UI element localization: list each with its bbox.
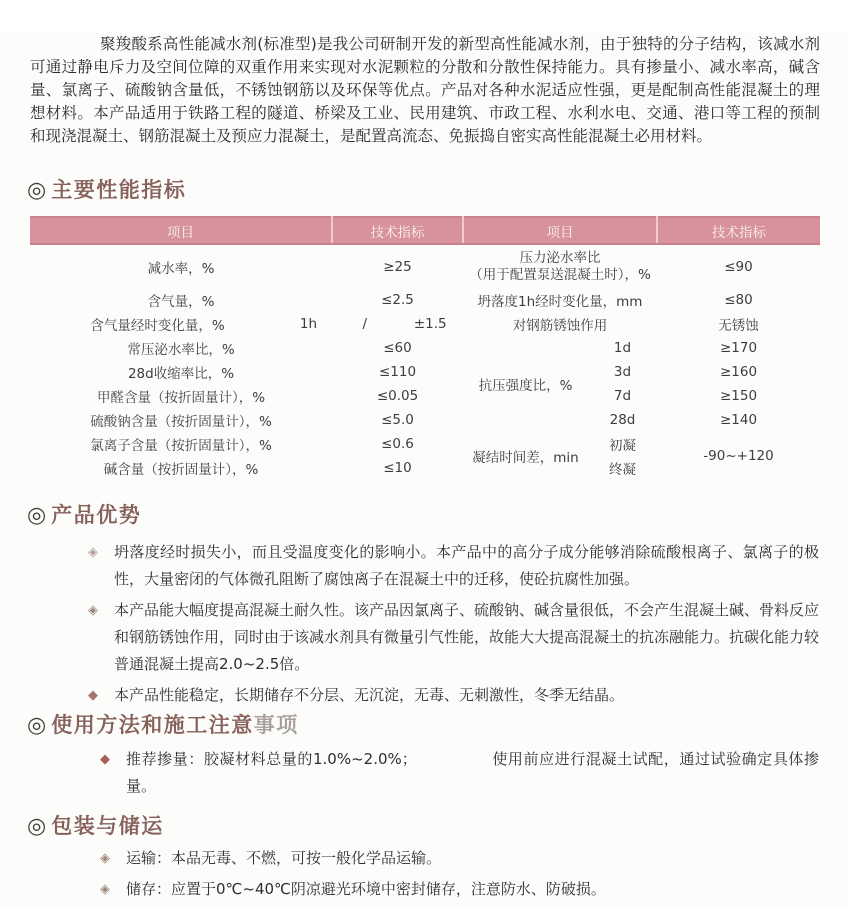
diamond-bullet-icon: ◆ <box>88 688 98 703</box>
air-change-item: 含气量经时变化量，% <box>90 318 225 334</box>
table-row <box>30 288 820 312</box>
list-item <box>100 746 819 800</box>
section-title-faded: 事项 <box>253 713 299 737</box>
section-heading-usage <box>27 711 847 740</box>
water-reduction-item: 减水率，% <box>147 260 215 277</box>
formaldehyde-item: 甲醛含量（按折固量计），% <box>96 390 266 406</box>
list-item <box>100 845 819 872</box>
diamond-bullet-icon: ◈ <box>88 603 98 618</box>
intro-paragraph: 聚羧酸系高性能减水剂(标准型)是我公司研制开发的新型高性能减水剂，由于独特的分子结构，该减水剂可通过静电斥力及空间位障的双重作用来实现对水泥颗粒的分散和分散性保持能力。具有掺量小、减水率高，碱含量、氯离子、硫酸钠含量低，不锈蚀钢筋以及环保等优点。产品对各种水泥适应性强，更是配制高性能混凝土的理想材料。本产品适用于铁路工程的隧道、桥梁及工业、民用建筑、市政工程、水利水电、交通、港口等工程的预制和现浇混凝土、钢筋混凝土及预应力混凝土，是配置高流态、免振捣自密实高性能混凝土必用材料。 <box>30 35 820 145</box>
diamond-bullet-icon: ◈ <box>88 545 98 560</box>
diamond-bullet-icon: ◈ <box>100 882 110 897</box>
alkali-item: 碱含量（按折固量计），% <box>103 462 259 478</box>
table-row <box>30 312 820 336</box>
slump-change-value: ≤80 <box>724 292 753 308</box>
section-title: 包装与储运 <box>51 814 164 838</box>
table-row <box>30 360 820 384</box>
chloride-item: 氯离子含量（按折固量计），% <box>90 438 272 454</box>
trial-mix-note: 使用前应进行混凝土试配，通过试验确定具体掺量。 <box>126 750 819 795</box>
pressure-bleeding-line2: （用于配置泵送混凝土时），% <box>469 266 651 283</box>
performance-table <box>30 216 820 480</box>
air-change-value: ±1.5 <box>413 316 447 332</box>
compressive-age-3d: 3d <box>613 364 632 380</box>
table-row <box>30 384 820 408</box>
slump-change-item: 坍落度1h经时变化量，mm <box>477 294 643 310</box>
section-heading-performance <box>27 176 847 205</box>
air-change-value-cell <box>332 312 463 336</box>
double-circle-icon: ◎ <box>27 178 47 203</box>
bleeding-ratio-item: 常压泌水率比，% <box>127 342 235 358</box>
table-row <box>30 408 820 432</box>
section-title: 主要性能指标 <box>51 178 187 202</box>
packaging-list <box>100 845 819 903</box>
setting-time-group: 凝结时间差，min <box>472 450 579 466</box>
dosage-text <box>126 746 819 800</box>
air-change-slash: / <box>362 316 368 332</box>
pressure-bleeding-value: ≤90 <box>724 258 753 275</box>
advantages-list <box>88 539 819 709</box>
pressure-bleeding-item <box>463 244 657 288</box>
double-circle-icon: ◎ <box>27 814 47 839</box>
advantage-text: 本产品性能稳定，长期储存不分层、无沉淀，无毒、无刺激性，冬季无结晶。 <box>114 686 625 704</box>
compressive-value-1d: ≥170 <box>719 340 758 356</box>
section-title: 产品优势 <box>51 503 142 527</box>
usage-list <box>100 746 819 800</box>
compressive-value-28d: ≥140 <box>719 412 758 428</box>
sodium-sulfate-item: 硫酸钠含量（按折固量计），% <box>90 414 272 430</box>
header-item-right: 项目 <box>463 217 657 244</box>
list-item <box>88 597 819 678</box>
rebar-corrosion-value: 无锈蚀 <box>718 318 759 334</box>
table-row <box>30 244 820 288</box>
bleeding-ratio-value: ≤60 <box>383 340 412 356</box>
setting-initial-label: 初凝 <box>609 438 636 454</box>
water-reduction-value: ≥25 <box>383 258 412 275</box>
formaldehyde-value: ≤0.05 <box>376 388 419 404</box>
list-item <box>88 539 819 593</box>
compressive-value-7d: ≥150 <box>719 388 758 404</box>
air-content-value: ≤2.5 <box>381 292 414 308</box>
shrinkage-ratio-value: ≤110 <box>378 364 417 380</box>
sodium-sulfate-value: ≤5.0 <box>381 412 414 428</box>
alkali-value: ≤10 <box>383 460 412 476</box>
table-row <box>30 336 820 360</box>
header-spec-left: 技术指标 <box>332 217 463 244</box>
section-heading-advantages <box>27 501 847 530</box>
compressive-strength-group: 抗压强度比，% <box>478 378 573 394</box>
shrinkage-ratio-item: 28d收缩率比，% <box>127 366 235 382</box>
list-item <box>88 682 819 709</box>
list-item <box>100 876 819 903</box>
storage-text: 储存：应置于0℃~40℃阴凉避光环境中密封储存，注意防水、防破损。 <box>126 880 606 898</box>
compressive-value-3d: ≥160 <box>719 364 758 380</box>
document-page <box>0 33 847 908</box>
air-content-item: 含气量，% <box>147 294 215 310</box>
section-heading-packaging <box>27 812 847 841</box>
setting-final-label: 终凝 <box>609 462 636 478</box>
advantage-text: 坍落度经时损失小，而且受温度变化的影响小。本产品中的高分子成分能够消除硫酸根离子、氯离子的极性，大量密闭的气体微孔阻断了腐蚀离子在混凝土中的迁移，使砼抗腐性加强。 <box>114 543 819 588</box>
pressure-bleeding-line1: 压力泌水率比 <box>519 249 601 266</box>
air-change-sublabel: 1h <box>299 316 318 332</box>
double-circle-icon: ◎ <box>27 503 47 528</box>
header-spec-right: 技术指标 <box>657 217 820 244</box>
diamond-bullet-icon: ◆ <box>100 752 110 767</box>
compressive-age-1d: 1d <box>613 340 632 356</box>
section-title: 使用方法和施工注意 <box>51 713 254 737</box>
header-item-left: 项目 <box>30 217 332 244</box>
transport-text: 运输：本品无毒、不燃，可按一般化学品运输。 <box>126 849 442 867</box>
diamond-bullet-icon: ◈ <box>100 851 110 866</box>
setting-time-value: -90~+120 <box>703 448 774 464</box>
compressive-age-7d: 7d <box>613 388 632 404</box>
dosage-recommendation: 推荐掺量：胶凝材料总量的1.0%~2.0%； <box>126 750 417 768</box>
advantage-text: 本产品能大幅度提高混凝土耐久性。该产品因氯离子、硫酸钠、碱含量很低，不会产生混凝土碱、骨料反应和钢筋锈蚀作用，同时由于该减水剂具有微量引气性能，故能大大提高混凝土的抗冻融能力。抗碳化能力较普通混凝土提高2.0~2.5倍。 <box>114 601 820 673</box>
double-circle-icon: ◎ <box>27 713 47 738</box>
chloride-value: ≤0.6 <box>381 436 414 452</box>
rebar-corrosion-item: 对钢筋锈蚀作用 <box>512 318 608 334</box>
table-header-row <box>30 217 820 244</box>
compressive-age-28d: 28d <box>609 412 636 428</box>
table-row <box>30 432 820 456</box>
